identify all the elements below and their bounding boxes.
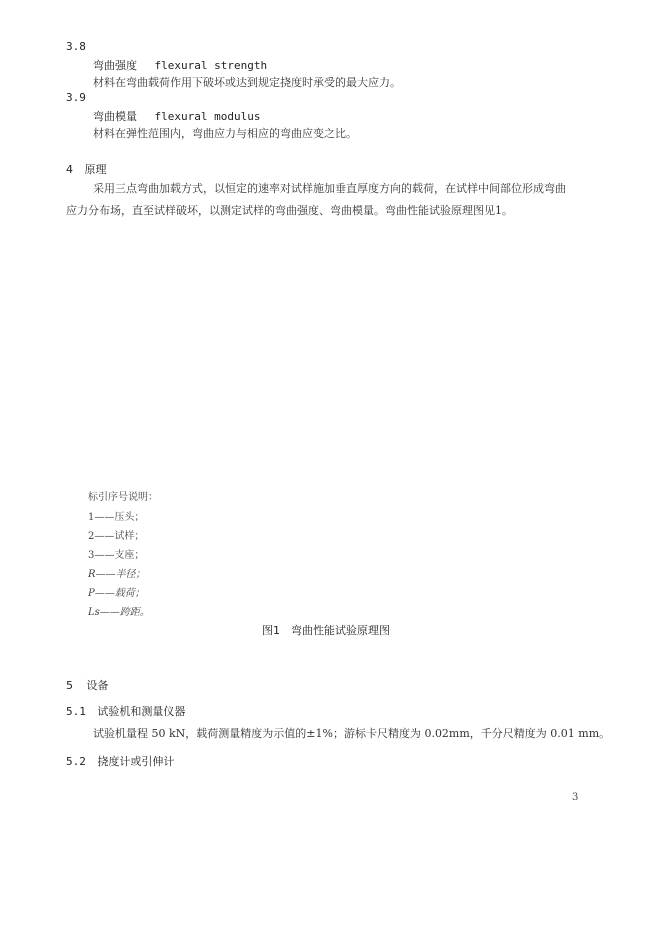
legend-item-r: R——半径；: [88, 569, 146, 580]
section-5-title: 设备: [86, 679, 109, 692]
clause-3-9-definition: 材料在弹性范围内，弯曲应力与相应的弯曲应变之比。: [93, 127, 357, 140]
section-4-number: 4: [66, 163, 73, 176]
clause-3-8-term-cn: 弯曲强度: [93, 59, 137, 72]
section-4-title: 原理: [84, 163, 107, 176]
legend-item-1: 1——压头；: [88, 512, 145, 523]
section-5-1-title: 试验机和测量仪器: [97, 705, 186, 718]
section-5-2-heading: [66, 753, 174, 769]
figure-caption: 图1 弯曲性能试验原理图: [262, 624, 390, 637]
legend-item-p: P——载荷；: [88, 588, 145, 599]
section-5-2-number: 5.2: [66, 755, 86, 768]
clause-3-8-term: [93, 57, 267, 73]
legend-title: 标引序号说明：: [88, 492, 158, 503]
clause-3-8-definition: 材料在弯曲载荷作用下破坏或达到规定挠度时承受的最大应力。: [93, 76, 401, 89]
clause-3-9-term-en: flexural modulus: [154, 110, 261, 123]
page-number: 3: [572, 792, 579, 803]
section-4-heading: [66, 161, 107, 177]
clause-3-9-number: 3.9: [66, 91, 86, 104]
figure-image-area: [88, 228, 578, 478]
section-4-para-line1: 采用三点弯曲加载方式，以恒定的速率对试样施加垂直厚度方向的载荷，在试样中间部位形成弯曲: [93, 182, 566, 195]
clause-3-8-term-en: flexural strength: [154, 59, 268, 72]
clause-3-9-term-cn: 弯曲模量: [93, 110, 137, 123]
legend-item-2: 2——试样；: [88, 531, 145, 542]
clause-3-9-term: [93, 108, 260, 124]
section-5-1-text: 试验机量程 50 kN，载荷测量精度为示值的±1%；游标卡尺精度为 0.02mm，千分尺精度为 0.01 mm。: [93, 727, 611, 740]
section-5-heading: [66, 677, 109, 693]
legend-item-3: 3——支座；: [88, 550, 145, 561]
legend-item-ls: Ls——跨距。: [88, 607, 150, 618]
section-4-para-line2: 应力分布场，直至试样破坏，以测定试样的弯曲强度、弯曲模量。弯曲性能试验原理图见1。: [66, 204, 513, 217]
section-5-1-number: 5.1: [66, 705, 86, 718]
clause-3-8-number: 3.8: [66, 40, 86, 53]
section-5-2-title: 挠度计或引伸计: [97, 755, 175, 768]
section-5-1-heading: [66, 703, 185, 719]
section-5-number: 5: [66, 679, 73, 692]
